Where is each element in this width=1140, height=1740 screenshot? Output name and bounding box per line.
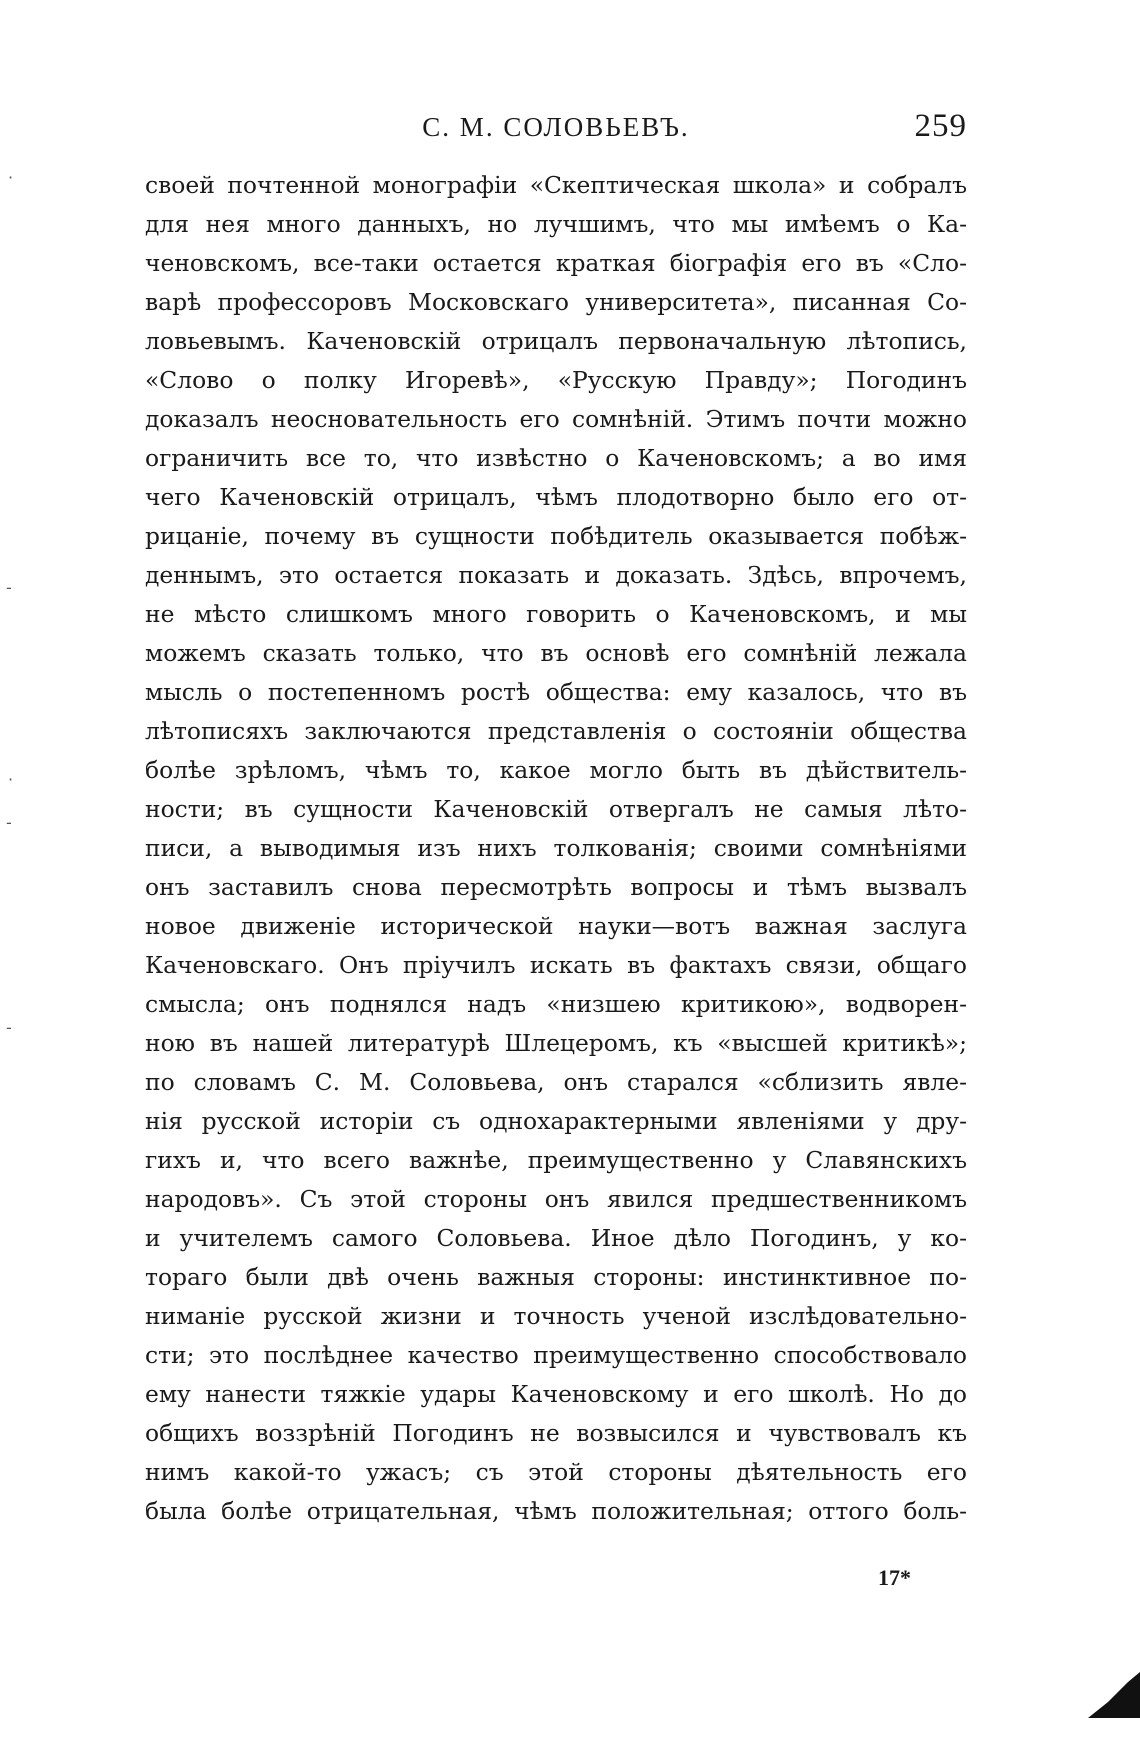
margin-speck: - [6, 813, 12, 832]
text-line: сти; это послѣднее качество преимущественно способствовало [145, 1341, 967, 1369]
signature-mark: 17* [878, 1565, 911, 1590]
text-line: общихъ воззрѣній Погодинъ не возвысился и чувствовалъ къ [145, 1419, 967, 1447]
running-title: С. М. СОЛОВЬЕВЪ. [422, 112, 690, 142]
text-line: народовъ». Съ этой стороны онъ явился предшественникомъ [145, 1185, 967, 1213]
text-line: и учителемъ самого Соловьева. Иное дѣло Погодинъ, у ко- [145, 1224, 967, 1252]
running-head [145, 108, 967, 152]
margin-speck: - [6, 1018, 12, 1037]
text-line: деннымъ, это остается показать и доказать. Здѣсь, впрочемъ, [145, 561, 967, 589]
text-line: можемъ сказать только, что въ основѣ его сомнѣній лежала [145, 639, 967, 667]
margin-speck: · [8, 168, 14, 187]
text-line: была болѣе отрицательная, чѣмъ положительная; оттого боль- [145, 1497, 967, 1525]
text-line: ною въ нашей литературѣ Шлецеромъ, къ «высшей критикѣ»; [145, 1029, 967, 1057]
text-line: варѣ профессоровъ Московскаго университета», писанная Со- [145, 288, 967, 316]
text-line: нимъ какой-то ужасъ; съ этой стороны дѣятельность его [145, 1458, 967, 1486]
text-line: болѣе зрѣломъ, чѣмъ то, какое могло быть въ дѣйствитель- [145, 756, 967, 784]
text-line: ему нанести тяжкіе удары Каченовскому и его школѣ. Но до [145, 1380, 967, 1408]
body-text [145, 166, 967, 1531]
text-line: ограничить все то, что извѣстно о Каченовскомъ; а во имя [145, 444, 967, 472]
text-line: новое движеніе исторической науки—вотъ важная заслуга [145, 912, 967, 940]
margin-speck: - [6, 578, 12, 597]
text-line: ности; въ сущности Каченовскій отвергалъ не самыя лѣто- [145, 795, 967, 823]
text-line: писи, а выводимыя изъ нихъ толкованія; своими сомнѣніями [145, 834, 967, 862]
text-line: смысла; онъ поднялся надъ «низшею критикою», водворен- [145, 990, 967, 1018]
text-line: ниманіе русской жизни и точность ученой изслѣдовательно- [145, 1302, 967, 1330]
text-line: гихъ и, что всего важнѣе, преимущественно у Славянскихъ [145, 1146, 967, 1174]
text-line: «Слово о полку Игоревѣ», «Русскую Правду»; Погодинъ [145, 366, 967, 394]
text-line: не мѣсто слишкомъ много говорить о Каченовскомъ, и мы [145, 600, 967, 628]
margin-speck: · [8, 770, 14, 789]
text-line: своей почтенной монографіи «Скептическая школа» и собралъ [145, 171, 967, 199]
text-line: Каченовскаго. Онъ пріучилъ искать въ фактахъ связи, общаго [145, 951, 967, 979]
text-line: лѣтописяхъ заключаются представленія о состояніи общества [145, 717, 967, 745]
text-line: нія русской исторіи съ однохарактерными явленіями у дру- [145, 1107, 967, 1135]
text-line: чего Каченовскій отрицалъ, чѣмъ плодотворно было его от- [145, 483, 967, 511]
page-number: 259 [914, 108, 967, 144]
text-line: ченовскомъ, все-таки остается краткая біографія его въ «Сло- [145, 249, 967, 277]
text-line: по словамъ С. М. Соловьева, онъ старался «сблизить явле- [145, 1068, 967, 1096]
text-line: для нея много данныхъ, но лучшимъ, что мы имѣемъ о Ка- [145, 210, 967, 238]
text-line: онъ заставилъ снова пересмотрѣть вопросы и тѣмъ вызвалъ [145, 873, 967, 901]
text-line: рицаніе, почему въ сущности побѣдитель оказывается побѣж- [145, 522, 967, 550]
text-line: доказалъ неосновательность его сомнѣній. Этимъ почти можно [145, 405, 967, 433]
text-line: ловьевымъ. Каченовскій отрицалъ первоначальную лѣтопись, [145, 327, 967, 355]
text-line: тораго были двѣ очень важныя стороны: инстинктивное по- [145, 1263, 967, 1291]
corner-blot [1088, 1672, 1140, 1718]
text-line: мысль о постепенномъ ростѣ общества: ему казалось, что въ [145, 678, 967, 706]
